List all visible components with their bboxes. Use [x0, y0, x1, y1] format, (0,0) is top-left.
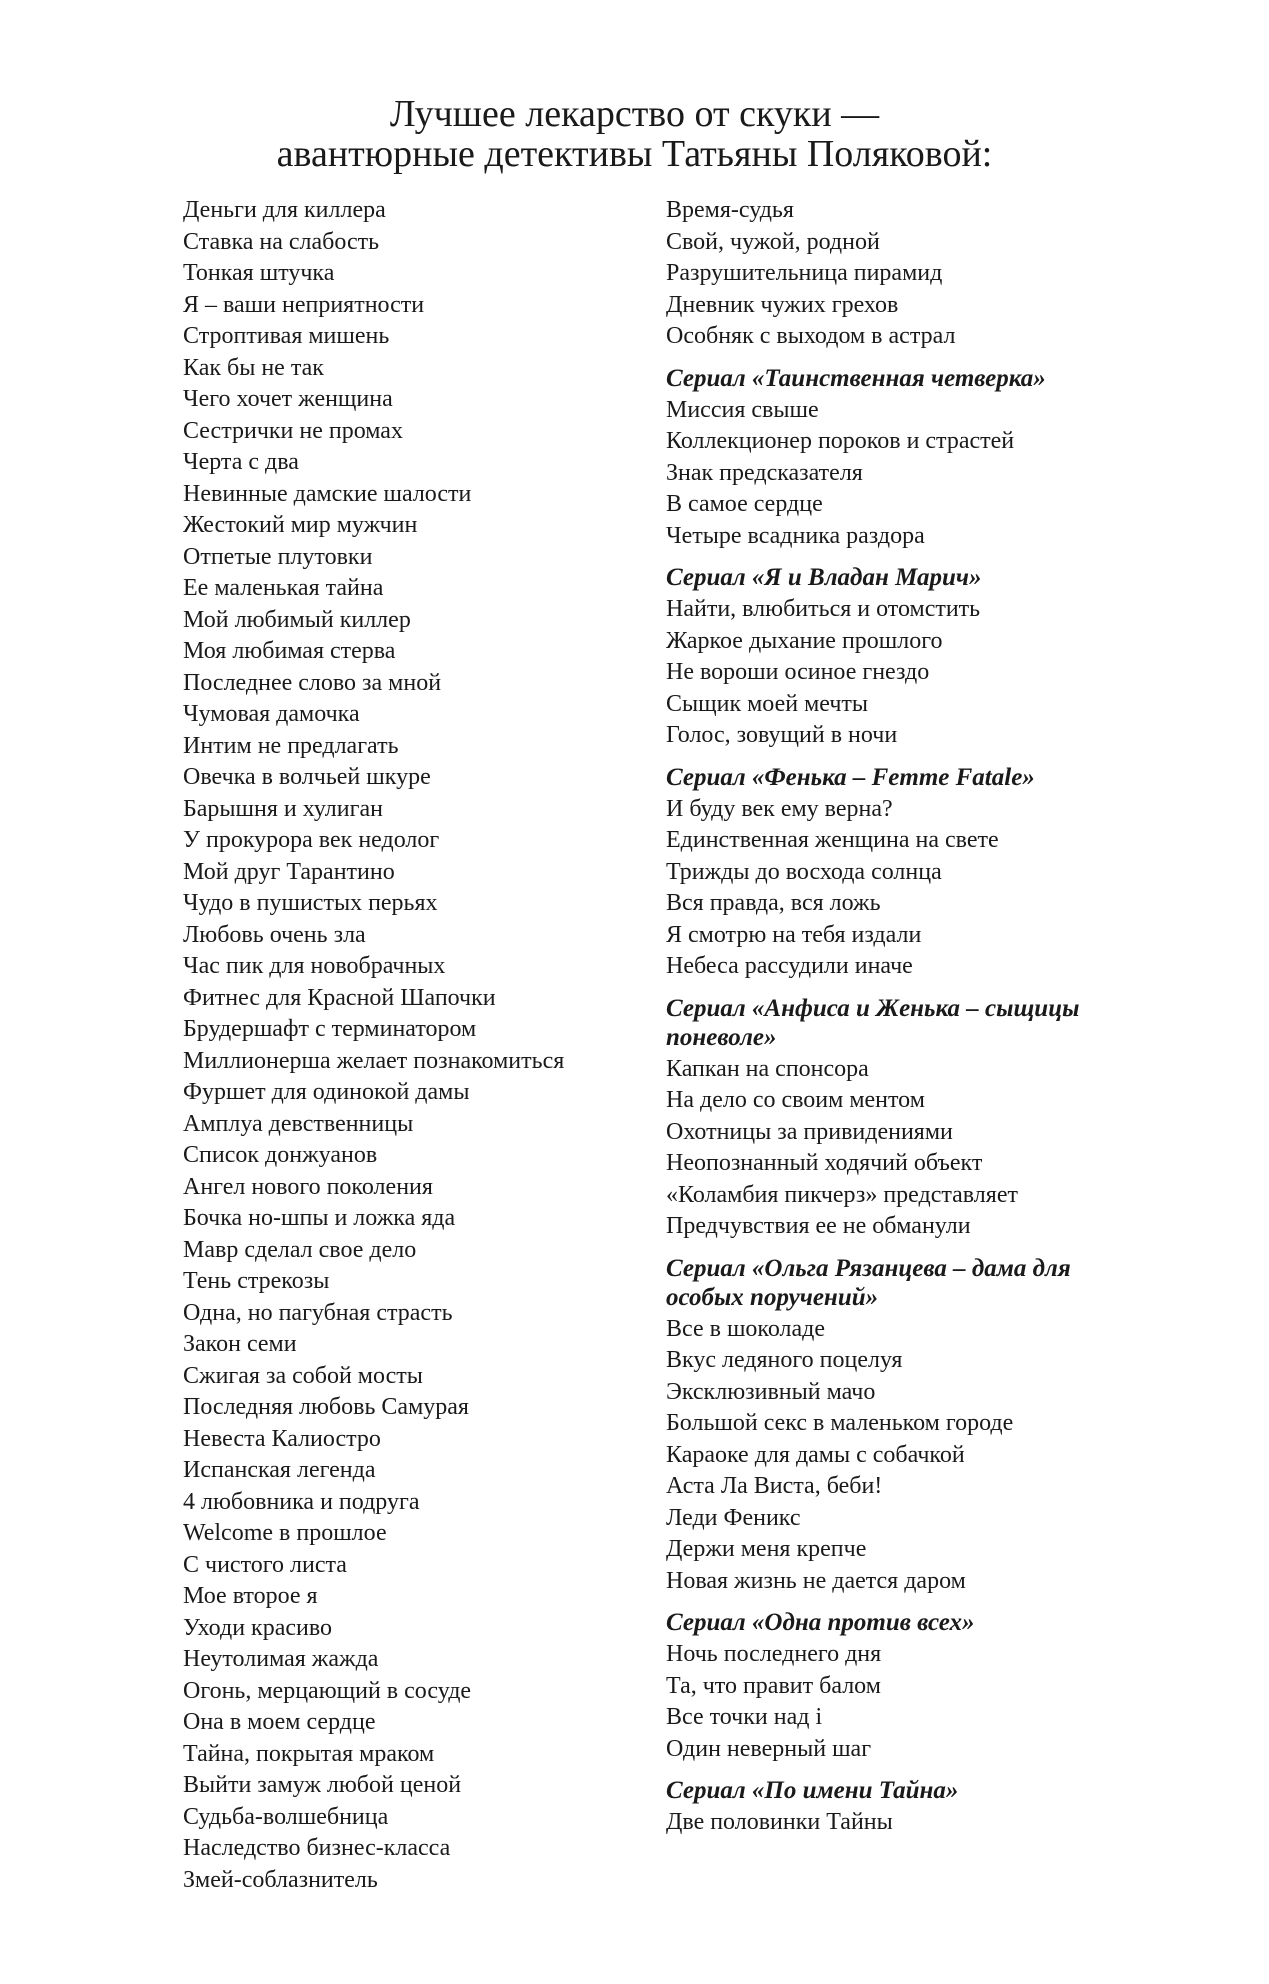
book-title: Строптивая мишень — [183, 323, 390, 349]
series-book-list — [666, 1054, 1136, 1243]
book-title: Дневник чужих грехов — [666, 291, 899, 318]
book-title: Испанская легенда — [183, 1457, 376, 1483]
series-block — [666, 763, 1136, 983]
series-title: Сериал «Одна против всех» — [666, 1609, 975, 1636]
book-title: Жестокий мир мужчин — [183, 512, 418, 538]
page-title — [0, 94, 1269, 174]
book-title: С чистого листа — [183, 1551, 347, 1578]
series-container — [666, 364, 1136, 1839]
book-title: Охотницы за привидениями — [666, 1118, 953, 1145]
book-title: Сестрички не промах — [183, 417, 403, 444]
book-title: Welcome в прошлое — [183, 1520, 387, 1546]
book-title: Коллекционер пороков и страстей — [666, 428, 1015, 454]
book-title: Неопознанный ходячий объект — [666, 1150, 983, 1176]
book-title: Небеса рассудили иначе — [666, 953, 913, 979]
title-line-2: авантюрные детективы Татьяны Поляковой: — [276, 133, 993, 175]
series-title: Сериал «Я и Владан Марич» — [666, 564, 982, 591]
book-title: Я – ваши неприятности — [183, 291, 425, 318]
book-title: Ночь последнего дня — [666, 1641, 882, 1667]
series-title: Сериал «Фенька – Femme Fatale» — [666, 763, 1035, 791]
series-book-list — [666, 1639, 1136, 1765]
book-title: Сыщик моей мечты — [666, 690, 869, 717]
book-title: Судьба-волшебница — [183, 1803, 389, 1830]
book-title: 4 любовника и подруга — [183, 1488, 420, 1515]
book-title: Овечка в волчьей шкуре — [183, 764, 431, 790]
book-title: Змей-соблазнитель — [183, 1866, 378, 1893]
book-title: Четыре всадника раздора — [666, 522, 925, 549]
book-title: Я смотрю на тебя издали — [666, 921, 922, 948]
book-title: Черта с два — [183, 449, 299, 475]
book-title: Мавр сделал свое дело — [183, 1236, 417, 1263]
series-title: Сериал «По имени Тайна» — [666, 1777, 959, 1804]
book-title: Любовь очень зла — [183, 921, 366, 948]
book-title: Амплуа девственницы — [183, 1110, 414, 1137]
book-title: Вкус ледяного поцелуя — [666, 1347, 903, 1373]
book-title: Время-судья — [666, 197, 794, 223]
book-title: Интим не предлагать — [183, 732, 399, 759]
series-book-list — [666, 395, 1136, 553]
series-block — [666, 994, 1136, 1243]
series-title: Сериал «Таинственная четверка» — [666, 364, 1046, 392]
book-title: Все точки над i — [666, 1704, 823, 1730]
book-title: Знак предсказателя — [666, 459, 863, 486]
book-title: Держи меня крепче — [666, 1536, 867, 1562]
series-book-list — [666, 1314, 1136, 1598]
series-block — [666, 1608, 1136, 1765]
book-title: Мой любимый киллер — [183, 606, 411, 633]
series-book-list — [666, 794, 1136, 983]
series-title: Сериал «Ольга Рязанцева – дама для особых поручений» — [666, 1254, 1071, 1311]
book-title: Тайна, покрытая мраком — [183, 1740, 435, 1767]
book-title: Деньги для киллера — [183, 197, 386, 223]
book-title: Одна, но пагубная страсть — [183, 1299, 453, 1326]
book-title: Мой друг Тарантино — [183, 858, 395, 885]
series-block — [666, 364, 1136, 553]
title-line-1: Лучшее лекарство от скуки — — [389, 93, 880, 135]
book-title: Бочка но-шпы и ложка яда — [183, 1205, 456, 1231]
book-title: Она в моем сердце — [183, 1709, 376, 1735]
series-block — [666, 563, 1136, 752]
book-title: Та, что правит балом — [666, 1672, 881, 1699]
book-title: Миссия свыше — [666, 396, 819, 423]
book-title: Не вороши осиное гнездо — [666, 659, 930, 685]
book-title: Как бы не так — [183, 354, 324, 381]
book-title: Трижды до восхода солнца — [666, 858, 942, 885]
book-title: Брудершафт с терминатором — [183, 1016, 477, 1042]
book-title: Моя любимая стерва — [183, 638, 396, 664]
book-title: Час пик для новобрачных — [183, 953, 446, 979]
book-title: Наследство бизнес-класса — [183, 1835, 451, 1861]
book-title: Чумовая дамочка — [183, 701, 360, 727]
book-title: Барышня и хулиган — [183, 795, 383, 822]
book-title: «Коламбия пикчерз» представляет — [666, 1181, 1018, 1208]
series-book-list — [666, 594, 1136, 752]
book-title: Капкан на спонсора — [666, 1055, 869, 1082]
book-title: Вся правда, вся ложь — [666, 890, 881, 916]
book-title: Большой секс в маленьком городе — [666, 1410, 1014, 1436]
book-title: Огонь, мерцающий в сосуде — [183, 1677, 472, 1704]
book-title: Неутолимая жажда — [183, 1646, 379, 1672]
book-title: Сжигая за собой мосты — [183, 1362, 423, 1389]
book-title: Список донжуанов — [183, 1142, 378, 1168]
book-title: Последнее слово за мной — [183, 669, 442, 696]
book-title: Караоке для дамы с собачкой — [666, 1441, 965, 1468]
book-title: Ставка на слабость — [183, 228, 380, 255]
left-book-list — [183, 195, 623, 1896]
book-title: Предчувствия ее не обманули — [666, 1213, 971, 1239]
book-title: Тонкая штучка — [183, 260, 335, 286]
book-title: Чего хочет женщина — [183, 386, 393, 412]
book-title: Особняк с выходом в астрал — [666, 323, 956, 349]
series-title: Сериал «Анфиса и Женька – сыщицы поневоле» — [666, 994, 1080, 1051]
book-title: У прокурора век недолог — [183, 827, 440, 853]
book-title: Аста Ла Виста, беби! — [666, 1473, 883, 1499]
book-title: Отпетые плутовки — [183, 543, 373, 570]
book-title: Последняя любовь Самурая — [183, 1394, 469, 1420]
book-title: Закон семи — [183, 1331, 297, 1357]
book-title: Чудо в пушистых перьях — [183, 890, 438, 916]
series-book-list — [666, 1807, 1136, 1839]
book-title: Невеста Калиостро — [183, 1425, 381, 1452]
book-title: Фитнес для Красной Шапочки — [183, 984, 496, 1011]
book-title: Жаркое дыхание прошлого — [666, 627, 943, 654]
book-title: Новая жизнь не дается даром — [666, 1567, 966, 1594]
book-title: Мое второе я — [183, 1583, 318, 1609]
book-title: В самое сердце — [666, 491, 823, 517]
book-title: И буду век ему верна? — [666, 795, 893, 822]
book-title: Фуршет для одинокой дамы — [183, 1079, 470, 1105]
book-title: Все в шоколаде — [666, 1315, 826, 1342]
book-title: Один неверный шаг — [666, 1735, 872, 1762]
series-block — [666, 1254, 1136, 1598]
book-title: Разрушительница пирамид — [666, 260, 943, 286]
book-title: Ангел нового поколения — [183, 1173, 433, 1200]
book-title: Выйти замуж любой ценой — [183, 1772, 462, 1798]
book-title: Эксклюзивный мачо — [666, 1378, 876, 1405]
book-title: Леди Феникс — [666, 1504, 801, 1531]
book-title: Ее маленькая тайна — [183, 575, 384, 601]
book-title: На дело со своим ментом — [666, 1087, 925, 1113]
standalone-book-list — [666, 195, 1136, 353]
book-title: Уходи красиво — [183, 1614, 333, 1641]
book-title: Две половинки Тайны — [666, 1809, 893, 1835]
book-title: Найти, влюбиться и отомстить — [666, 596, 981, 622]
book-title: Тень стрекозы — [183, 1268, 330, 1294]
book-title: Единственная женщина на свете — [666, 827, 999, 853]
book-title: Невинные дамские шалости — [183, 480, 472, 507]
right-column — [666, 195, 1136, 1839]
book-title: Свой, чужой, родной — [666, 228, 880, 255]
book-title: Миллионерша желает познакомиться — [183, 1047, 565, 1074]
book-title: Голос, зовущий в ночи — [666, 722, 898, 748]
series-block — [666, 1776, 1136, 1839]
